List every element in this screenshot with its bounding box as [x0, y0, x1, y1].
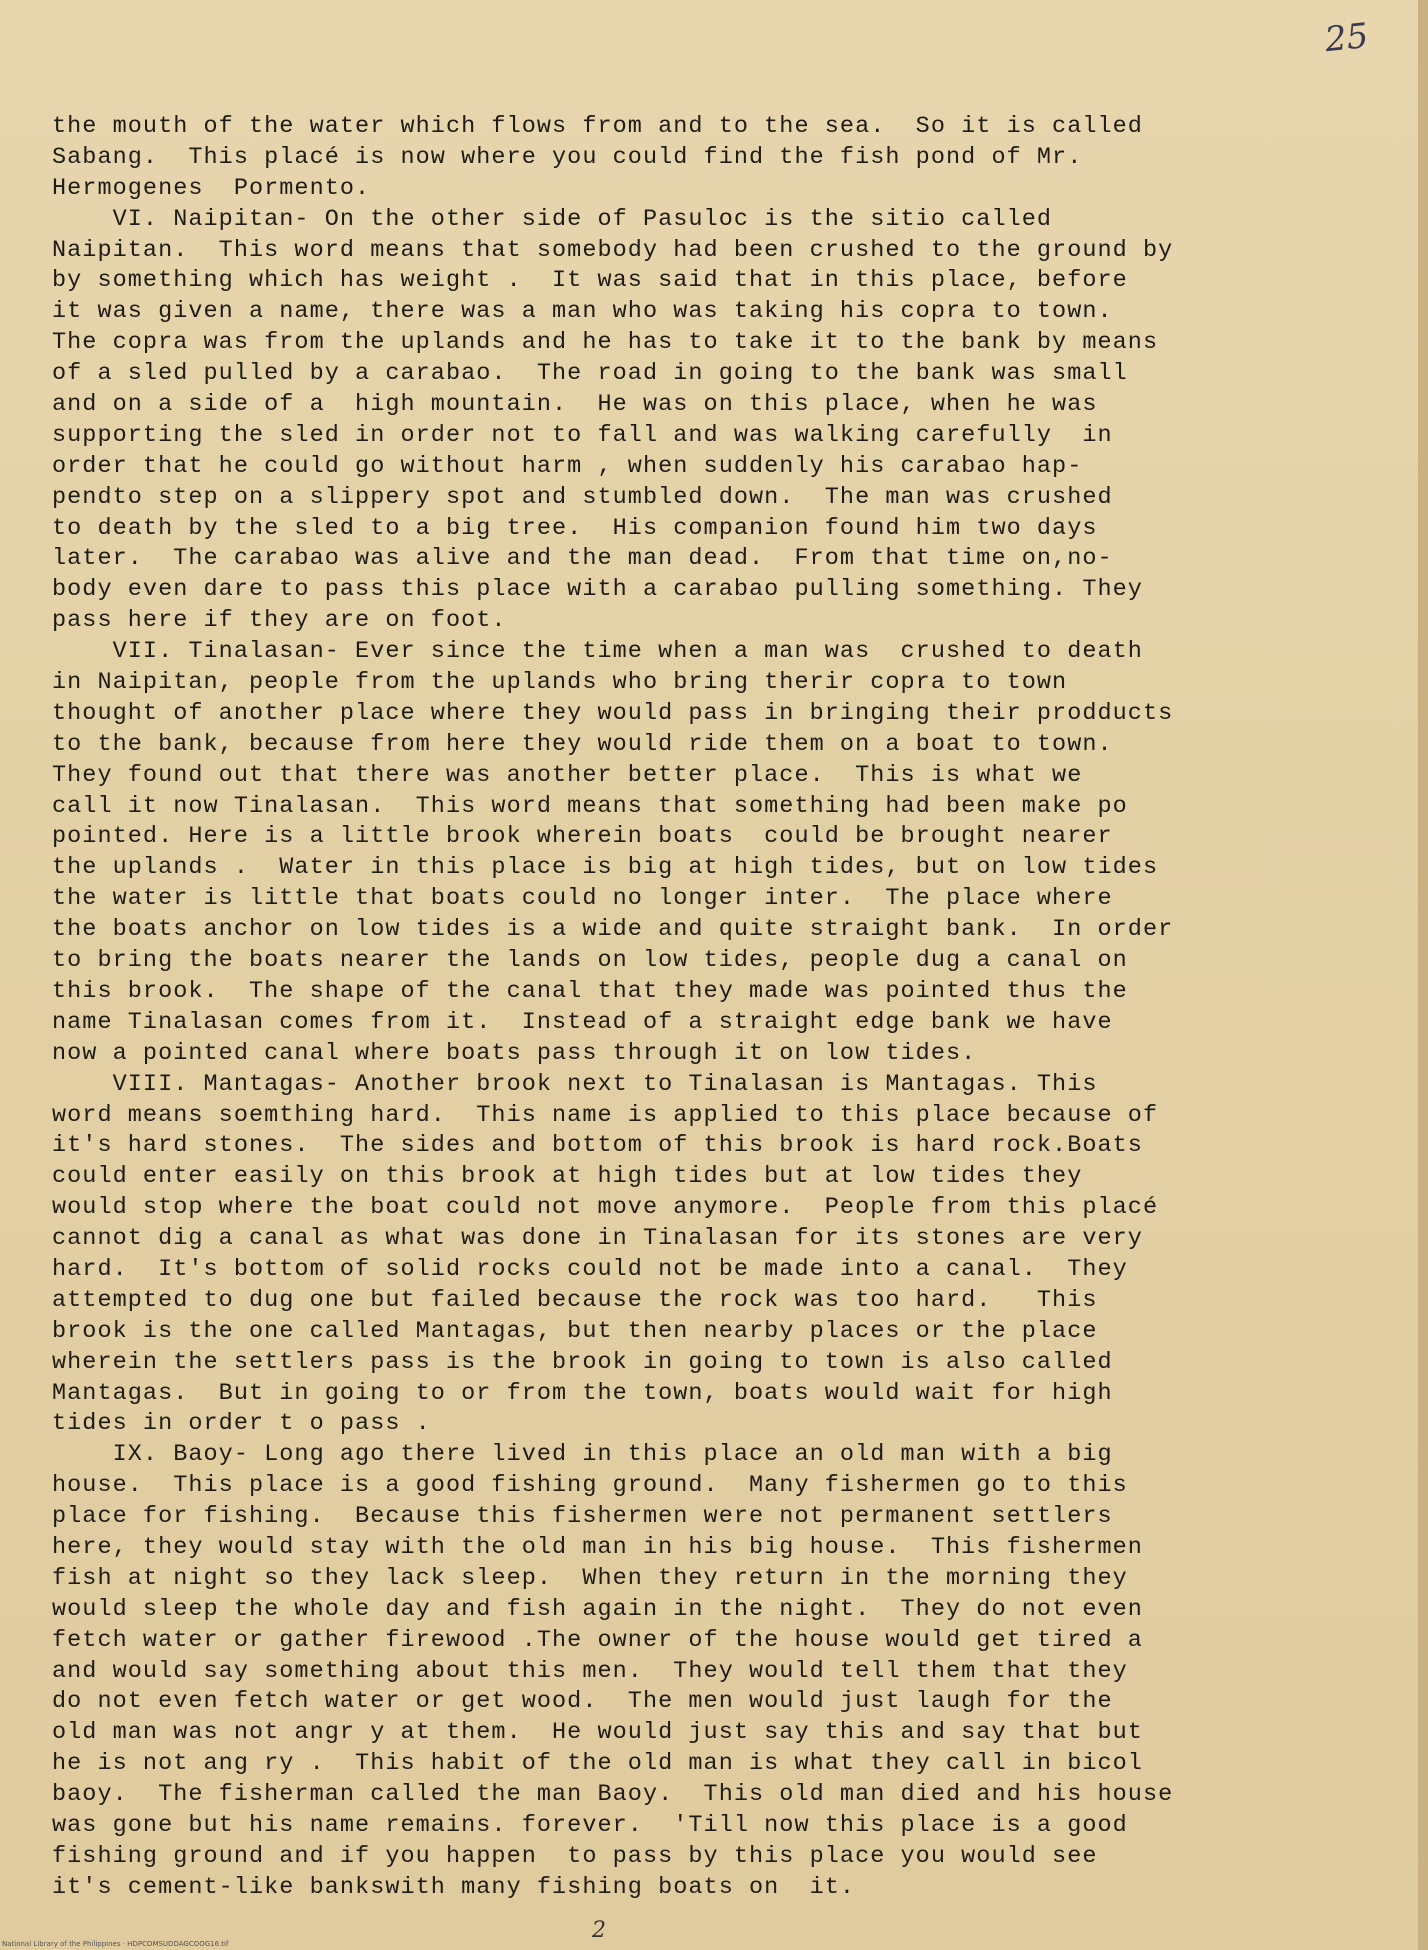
text-line: fetch water or gather firewood .The owner of the house would get tired a: [52, 1626, 1143, 1654]
text-line: it's hard stones. The sides and bottom of this brook is hard rock.Boats: [52, 1132, 1143, 1160]
page-number: 25: [1322, 15, 1370, 61]
text-line: thought of another place where they would pass in bringing their prodducts: [52, 699, 1174, 727]
text-line: fish at night so they lack sleep. When they return in the morning they: [52, 1564, 1128, 1592]
text-line: by something which has weight . It was said that in this place, before: [52, 267, 1128, 295]
text-line: was gone but his name remains. forever. 'Till now this place is a good: [52, 1811, 1128, 1839]
text-line: body even dare to pass this place with a carabao pulling something. They: [52, 576, 1143, 604]
text-line: would sleep the whole day and fish again in the night. They do not even: [52, 1595, 1143, 1623]
text-line: VI. Naipitan- On the other side of Pasuloc is the sitio called: [52, 205, 1053, 233]
text-line: word means soemthing hard. This name is applied to this place because of: [52, 1101, 1159, 1129]
text-line: pass here if they are on foot.: [52, 607, 507, 635]
text-line: Hermogenes Pormento.: [52, 174, 371, 202]
text-line: the uplands . Water in this place is big at high tides, but on low tides: [52, 854, 1159, 882]
text-line: brook is the one called Mantagas, but then nearby places or the place: [52, 1317, 1098, 1345]
text-line: old man was not angr y at them. He would just say this and say that but: [52, 1719, 1143, 1747]
text-line: house. This place is a good fishing ground. Many fishermen go to this: [52, 1472, 1128, 1500]
text-line: would stop where the boat could not move anymore. People from this placé: [52, 1194, 1159, 1222]
text-line: and would say something about this men. They would tell them that they: [52, 1657, 1128, 1685]
text-line: supporting the sled in order not to fall and was walking carefully in: [52, 421, 1113, 449]
text-line: to the bank, because from here they would ride them on a boat to town.: [52, 730, 1113, 758]
text-line: and on a side of a high mountain. He was on this place, when he was: [52, 391, 1098, 419]
bottom-handwritten-mark: 2: [592, 1918, 606, 1943]
text-line: Mantagas. But in going to or from the town, boats would wait for high: [52, 1379, 1113, 1407]
text-line: of a sled pulled by a carabao. The road in going to the bank was small: [52, 360, 1128, 388]
text-line: pendto step on a slippery spot and stumbled down. The man was crushed: [52, 483, 1113, 511]
text-line: to death by the sled to a big tree. His companion found him two days: [52, 514, 1098, 542]
text-line: now a pointed canal where boats pass through it on low tides.: [52, 1039, 977, 1067]
text-line: wherein the settlers pass is the brook in going to town is also called: [52, 1348, 1113, 1376]
text-line: the boats anchor on low tides is a wide and quite straight bank. In order: [52, 916, 1174, 944]
text-line: Sabang. This placé is now where you could find the fish pond of Mr.: [52, 143, 1083, 171]
text-line: They found out that there was another better place. This is what we: [52, 761, 1083, 789]
text-line: order that he could go without harm , when suddenly his carabao hap-: [52, 452, 1083, 480]
text-line: name Tinalasan comes from it. Instead of a straight edge bank we have: [52, 1008, 1113, 1036]
text-line: cannot dig a canal as what was done in Tinalasan for its stones are very: [52, 1225, 1143, 1253]
text-line: VII. Tinalasan- Ever since the time when a man was crushed to death: [52, 638, 1143, 666]
text-line: he is not ang ry . This habit of the old man is what they call in bicol: [52, 1750, 1143, 1778]
text-line: could enter easily on this brook at high tides but at low tides they: [52, 1163, 1083, 1191]
text-line: later. The carabao was alive and the man dead. From that time on,no-: [52, 545, 1113, 573]
text-line: the mouth of the water which flows from and to the sea. So it is called: [52, 113, 1143, 140]
text-line: the water is little that boats could no longer inter. The place where: [52, 885, 1113, 913]
text-line: VIII. Mantagas- Another brook next to Tinalasan is Mantagas. This: [52, 1070, 1098, 1098]
text-line: hard. It's bottom of solid rocks could not be made into a canal. They: [52, 1255, 1128, 1283]
text-line: IX. Baoy- Long ago there lived in this place an old man with a big: [52, 1441, 1113, 1469]
text-line: fishing ground and if you happen to pass by this place you would see: [52, 1842, 1098, 1870]
text-line: it's cement-like bankswith many fishing boats on it.: [52, 1873, 856, 1901]
text-line: call it now Tinalasan. This word means that something had been make po: [52, 792, 1128, 820]
text-line: The copra was from the uplands and he has to take it to the bank by means: [52, 329, 1159, 357]
archive-footer: National Library of the Philippines · HDPCOMSUDDAGCOOG16.tif: [2, 1940, 229, 1948]
text-line: here, they would stay with the old man in his big house. This fishermen: [52, 1533, 1143, 1561]
text-line: Naipitan. This word means that somebody had been crushed to the ground by: [52, 236, 1174, 264]
text-line: attempted to dug one but failed because the rock was too hard. This: [52, 1286, 1098, 1314]
text-line: tides in order t o pass .: [52, 1410, 431, 1438]
text-line: it was given a name, there was a man who was taking his copra to town.: [52, 298, 1113, 326]
text-line: this brook. The shape of the canal that they made was pointed thus the: [52, 977, 1128, 1005]
typewritten-body: [52, 112, 1402, 1904]
page-edge: [1418, 0, 1428, 1950]
text-line: baoy. The fisherman called the man Baoy. This old man died and his house: [52, 1781, 1174, 1809]
text-line: pointed. Here is a little brook wherein boats could be brought nearer: [52, 823, 1113, 851]
text-line: in Naipitan, people from the uplands who bring therir copra to town: [52, 669, 1068, 697]
text-line: to bring the boats nearer the lands on low tides, people dug a canal on: [52, 947, 1128, 975]
text-line: do not even fetch water or get wood. The men would just laugh for the: [52, 1688, 1113, 1716]
text-line: place for fishing. Because this fishermen were not permanent settlers: [52, 1503, 1113, 1531]
